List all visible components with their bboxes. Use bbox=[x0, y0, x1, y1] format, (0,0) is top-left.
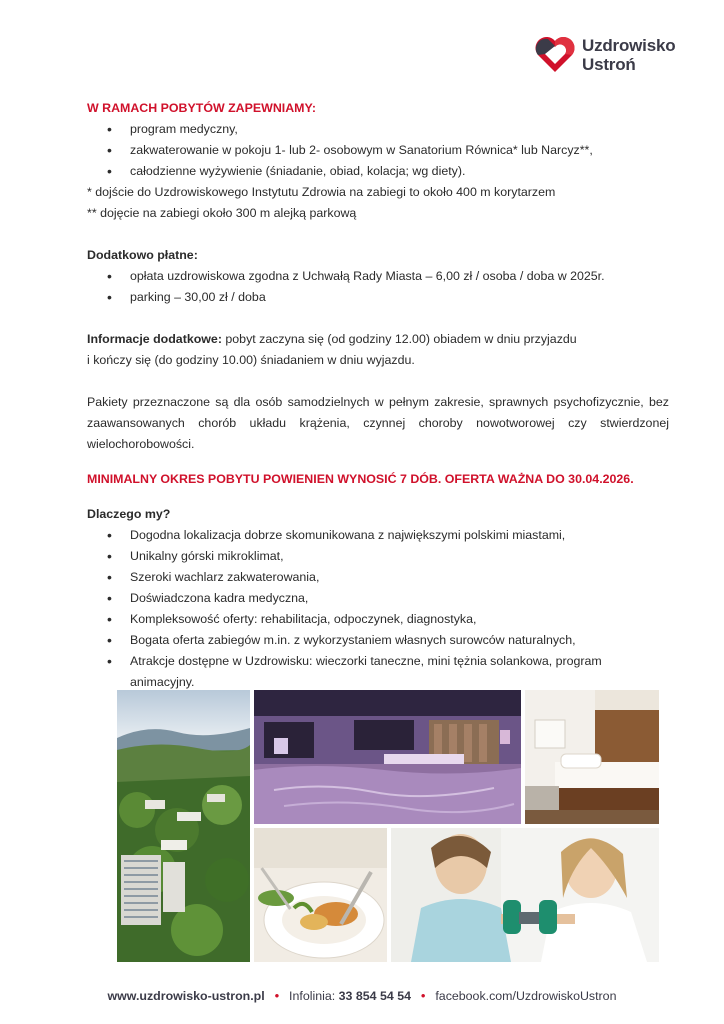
additional-info-label: Informacje dodatkowe: bbox=[87, 332, 222, 346]
additional-info-line1: pobyt zaczyna się (od godziny 12.00) obiadem w dniu przyjazdu bbox=[221, 332, 577, 346]
additional-info bbox=[87, 329, 669, 350]
minimum-stay-notice: MINIMALNY OKRES POBYTU POWIENIEN WYNOSIĆ 7 DÓB. OFERTA WAŻNA DO 30.04.2026. bbox=[87, 472, 634, 486]
included-heading: W RAMACH POBYTÓW ZAPEWNIAMY: bbox=[87, 101, 316, 115]
list-item: • parking – 30,00 zł / doba bbox=[87, 287, 669, 308]
website-link[interactable]: www.uzdrowisko-ustron.pl bbox=[107, 989, 265, 1003]
why-us-list bbox=[87, 525, 669, 693]
indoor-pool-photo bbox=[254, 690, 521, 824]
photo-collage bbox=[117, 690, 659, 962]
meal-photo bbox=[254, 828, 387, 962]
heart-logo-icon bbox=[534, 33, 576, 75]
brand-name-line1: Uzdrowisko bbox=[582, 36, 676, 55]
phone-label: Infolinia: bbox=[289, 989, 336, 1003]
separator-dot: • bbox=[421, 989, 426, 1003]
packages-description: Pakiety przeznaczone są dla osób samodzielnych w pełnym zakresie, sprawnych psychofizycznie, bez zaawansowanych chorób układu krążenia, czynnej choroby nowotworowej czy stwierdzonej wielochorobowości. bbox=[87, 395, 669, 451]
hotel-room-photo bbox=[525, 690, 659, 824]
list-item: • program medyczny, bbox=[87, 119, 669, 140]
rehabilitation-photo bbox=[391, 828, 659, 962]
list-item: • całodzienne wyżywienie (śniadanie, obiad, kolacja; wg diety). bbox=[87, 161, 669, 182]
why-us-heading: Dlaczego my? bbox=[87, 507, 171, 521]
additional-info-line2: i kończy się (do godziny 10.00) śniadaniem w dniu wyjazdu. bbox=[87, 353, 415, 367]
list-item: • Unikalny górski mikroklimat, bbox=[87, 546, 669, 567]
resort-landscape-photo bbox=[117, 690, 250, 962]
footnote-2: ** dojęcie na zabiegi około 300 m alejką parkową bbox=[87, 206, 357, 220]
list-item: • Bogata oferta zabiegów m.in. z wykorzystaniem własnych surowców naturalnych, bbox=[87, 630, 669, 651]
phone-number[interactable]: 33 854 54 54 bbox=[338, 989, 412, 1003]
included-list bbox=[87, 119, 669, 182]
list-item: • Kompleksowość oferty: rehabilitacja, odpoczynek, diagnostyka, bbox=[87, 609, 669, 630]
brand-name-line2: Ustroń bbox=[582, 55, 636, 74]
extra-paid-list bbox=[87, 266, 669, 308]
list-item: • zakwaterowanie w pokoju 1- lub 2- osobowym w Sanatorium Równica* lub Narcyz**, bbox=[87, 140, 669, 161]
facebook-link[interactable]: facebook.com/UzdrowiskoUstron bbox=[435, 989, 617, 1003]
list-item: • Dogodna lokalizacja dobrze skomunikowana z największymi polskimi miastami, bbox=[87, 525, 669, 546]
list-item: • opłata uzdrowiskowa zgodna z Uchwałą Rady Miasta – 6,00 zł / osoba / doba w 2025r. bbox=[87, 266, 669, 287]
footer-contact bbox=[0, 989, 724, 1003]
list-item: • Doświadczona kadra medyczna, bbox=[87, 588, 669, 609]
offer-content bbox=[87, 98, 669, 693]
brand-logo[interactable] bbox=[534, 33, 684, 77]
list-item: • Atrakcje dostępne w Uzdrowisku: wieczorki taneczne, mini tężnia solankowa, program animacyjny. bbox=[87, 651, 669, 693]
list-item: • Szeroki wachlarz zakwaterowania, bbox=[87, 567, 669, 588]
brand-name bbox=[582, 36, 675, 74]
footnote-1: * dojście do Uzdrowiskowego Instytutu Zdrowia na zabiegi to około 400 m korytarzem bbox=[87, 185, 556, 199]
extra-paid-heading: Dodatkowo płatne: bbox=[87, 248, 198, 262]
separator-dot: • bbox=[274, 989, 280, 1003]
